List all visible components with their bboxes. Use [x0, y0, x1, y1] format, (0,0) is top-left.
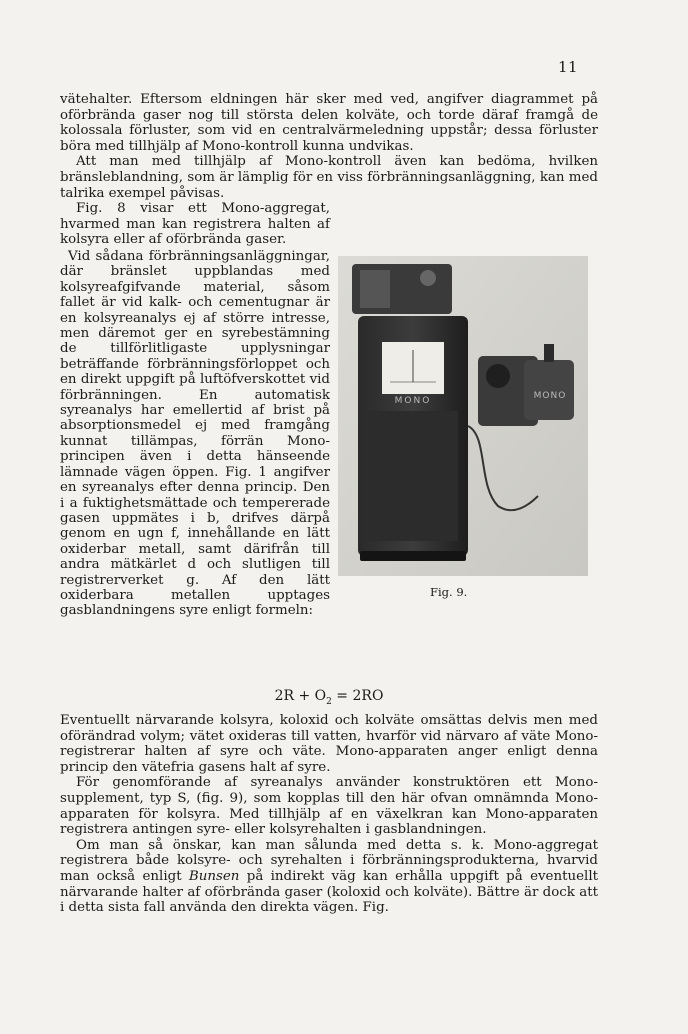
paragraph: Vid sådana förbränningsanläggningar, där bränslet uppblandas med kolsyreafgifvande material, såsom fallet är vid kalk- och cementugnar är en kolsyreanalys ej af större intresse, men däremot ger en syrebestämning de tillförlitligaste upplysningar beträffande förbränningsförloppet och en direkt uppgift på luftöfverskottet vid förbränningen. En automatisk syreanalys har emellertid af brist på absorptionsmedel ej med framgång kunnat tillämpas, förrän Mono-principen även i detta hänseende lämnade vägen öppen. Fig. 1 angifver en syreanalys efter denna princip. Den i a fuktighetsmättade och tempererade gasen uppmätes i b, drifves därpå genom en ugn f, innehållande en lätt oxiderbar metall, samt därifrån till andra mätkärlet d och slutligen till registrerverket g. Af den lätt oxiderbara metallen upptages gasblandningens syre enligt formeln: — [60, 249, 330, 619]
device-label-right: MONO — [533, 391, 567, 401]
paragraph: Fig. 8 visar ett Mono-aggregat, hvarmed man kan registrera halten af kolsyra eller af oförbrända gaser. — [60, 201, 330, 248]
paragraph: Om man så önskar, kan man sålunda med detta s. k. Mono-aggregat registrera både kolsyre- och syrehalten i förbränningsprodukterna, hvarvid man också enligt Bunsen på indirekt väg kan erhålla uppgift på eventuellt närvarande halter af oförbrända gaser (koloxid och kolväte). Bättre är dock att i detta sista fall använda den direkta vägen. Fig. — [60, 837, 598, 916]
paragraph: vätehalter. Eftersom eldningen här sker med ved, angifver diagrammet på oförbrända gaser nog till största delen kolväte, och torde däraf framgå de kolossala förluster, som vid en centralvärmeledning uppstår; dessa förluster böra med tillhjälp af Mono-kontroll kunna undvikas. — [60, 92, 598, 154]
narrow-column — [60, 249, 330, 619]
body-text — [60, 713, 598, 916]
figure-photo — [338, 256, 588, 576]
figure-caption: Fig. 9. — [430, 585, 468, 599]
page-number: 11 — [558, 58, 579, 76]
paragraph: Eventuellt närvarande kolsyra, koloxid och kolväte omsättas delvis men med oförändrad volym; vätet oxideras till vatten, hvarför vid närvaro af väte Mono-registrerar halten af syre och väte. Mono-apparaten anger enligt denna princip den vätefria gasens halt af syre. — [60, 713, 598, 775]
intro-text — [60, 92, 598, 248]
chemical-formula: $2R + O_2 = 2RO$ — [274, 688, 384, 707]
mono-apparatus-illustration — [338, 256, 588, 576]
device-label-left: MONO — [394, 396, 432, 406]
author-name: Bunsen — [188, 868, 240, 884]
paragraph: Att man med tillhjälp af Mono-kontroll även kan bedöma, hvilken bränsleblandning, som är lämplig för en viss förbränningsanläggning, kan med talrika exempel påvisas. — [60, 154, 598, 201]
paragraph: För genomförande af syreanalys använder konstruktören ett Mono-supplement, typ S, (fig. 9), som kopplas till den här ofvan omnämnda Mono-apparaten för kolsyra. Med tillhjälp af en växelkran kan Mono-apparaten registrera antingen syre- eller kolsyrehalten i gasblandningen. — [60, 775, 598, 838]
